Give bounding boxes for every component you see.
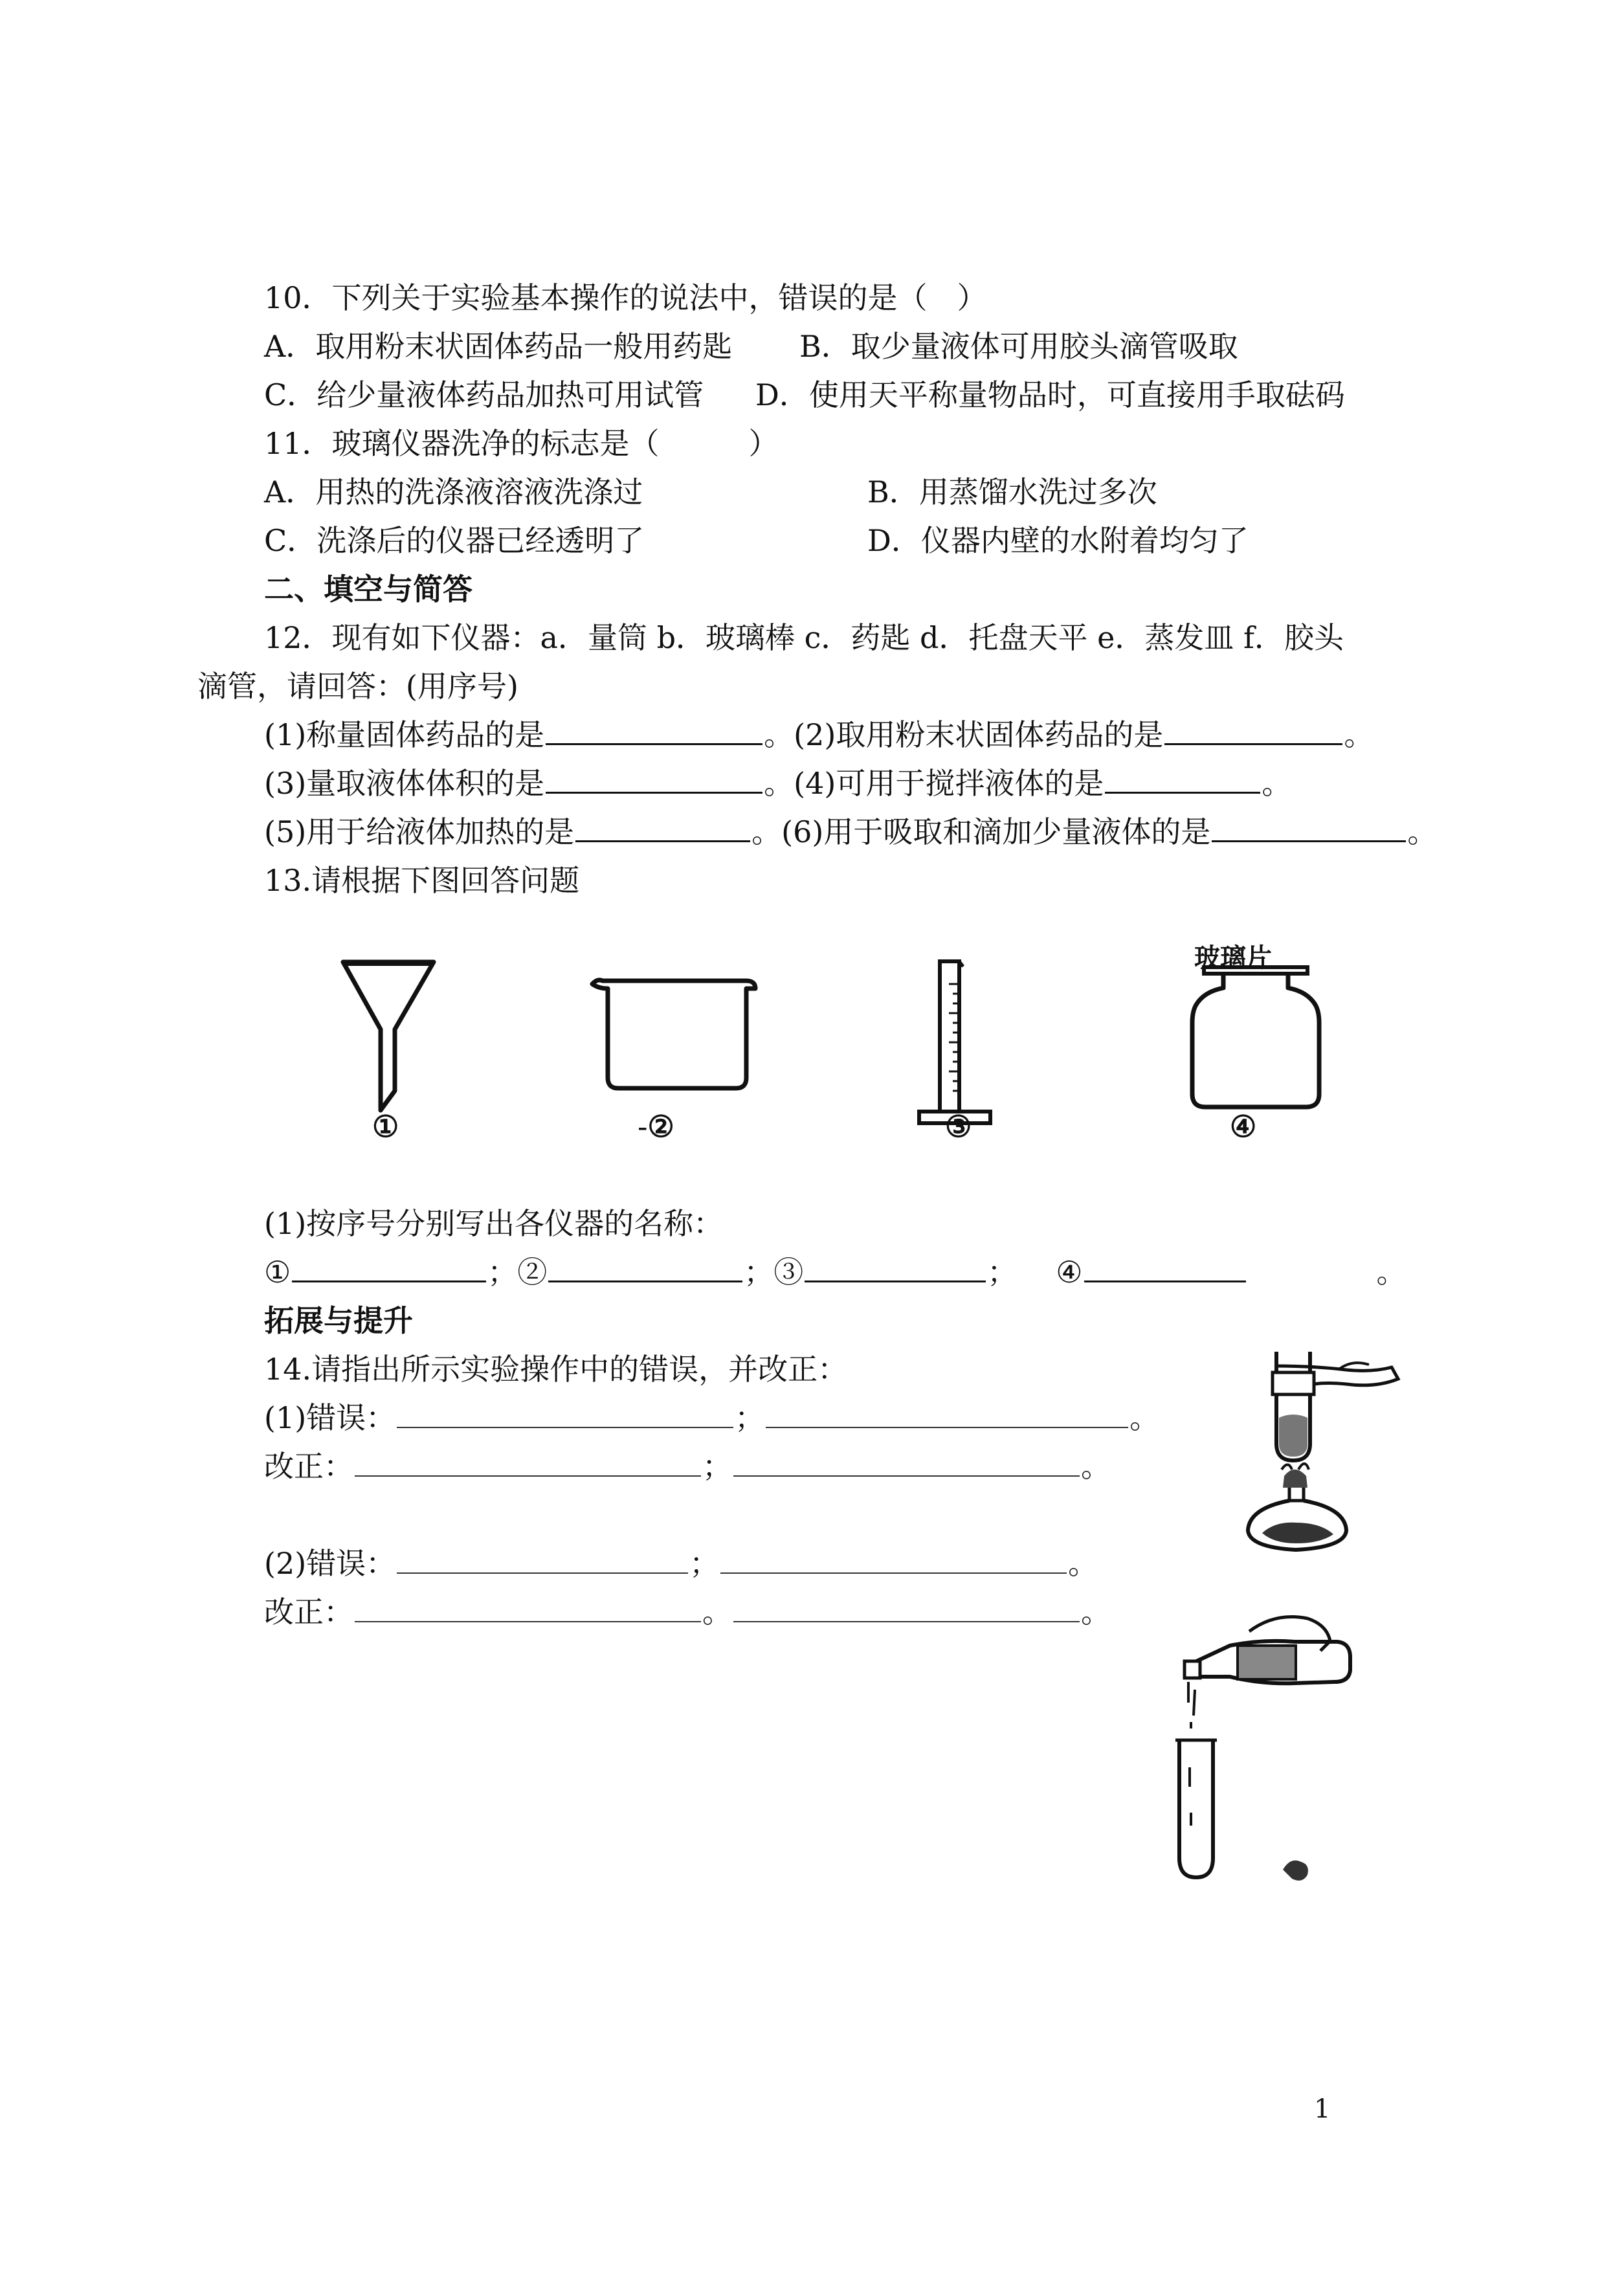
q12-part2-label: 。(2)取用粉末状固体药品的是: [764, 717, 1164, 752]
q14-fix-row-2: [264, 1593, 1111, 1631]
figure-number-3: ③: [945, 1109, 972, 1144]
q10-option-a: A．取用粉末状固体药品一般用药匙: [264, 329, 733, 364]
q13-answer-blank-2[interactable]: [548, 1255, 742, 1282]
q12-answer-blank-2[interactable]: [1164, 717, 1342, 745]
q14-error-row-2: [264, 1544, 1098, 1583]
q10-stem: 10．下列关于实验基本操作的说法中，错误的是（ ）: [264, 280, 987, 315]
q12-answer-blank-4[interactable]: [1105, 766, 1260, 794]
q12-row-3: [264, 812, 1437, 851]
section-heading-fill-blank: 二、填空与简答: [264, 572, 473, 607]
q14-fix1-blank-b[interactable]: [733, 1449, 1080, 1477]
figure-number-4: ④: [1230, 1109, 1257, 1144]
q14-error-row-1: [264, 1398, 1159, 1437]
q12-answer-blank-1[interactable]: [546, 717, 762, 745]
q14-period: 。: [1129, 1400, 1160, 1435]
q14-fix2-blank-b[interactable]: [733, 1595, 1080, 1622]
q12-period: 。: [1344, 717, 1374, 752]
q14-semicolon: ；: [735, 1400, 765, 1435]
q14-error1-label: (1)错误：: [264, 1400, 396, 1435]
q11-stem: 11．玻璃仪器洗净的标志是（ ）: [264, 426, 779, 461]
q12-part5-label: (5)用于给液体加热的是: [264, 814, 575, 849]
q14-fix2-label: 改正：: [264, 1594, 353, 1629]
q12-stem-line2: 滴管，请回答：(用序号): [197, 669, 518, 704]
q13-period: 。: [1376, 1255, 1407, 1290]
q12-period: 。: [1262, 766, 1292, 801]
q12-part6-label: 。(6)用于吸取和滴加少量液体的是: [751, 814, 1211, 849]
heating-test-tube-figure: [1236, 1347, 1418, 1567]
q11-option-c: C．洗涤后的仪器已经透明了: [264, 523, 645, 558]
figure-number-2-label: ②: [647, 1109, 674, 1144]
q14-error1-blank-a[interactable]: [397, 1401, 733, 1428]
q12-part1-label: (1)称量固体药品的是: [264, 717, 545, 752]
q11-option-b: B．用蒸馏水洗过多次: [867, 475, 1157, 509]
q14-error1-blank-b[interactable]: [766, 1401, 1128, 1428]
q11-option-d: D．仪器内壁的水附着均匀了: [867, 523, 1249, 558]
q12-row-2: [264, 764, 1291, 803]
answer-number-1: ①: [264, 1255, 291, 1290]
q12-part4-label: 。(4)可用于搅拌液体的是: [764, 766, 1104, 801]
figure-number-1: ①: [372, 1109, 399, 1144]
q12-answer-blank-3[interactable]: [546, 766, 762, 794]
q14-period: 。: [702, 1594, 732, 1629]
q13-sub1: (1)按序号分别写出各仪器的名称：: [264, 1206, 724, 1241]
q14-fix2-blank-a[interactable]: [355, 1595, 701, 1622]
gas-bottle-figure: [1178, 965, 1333, 1120]
section-heading-extension: 拓展与提升: [264, 1303, 413, 1338]
glass-plate-label: 玻璃片: [1194, 943, 1272, 973]
q13-answer-row: [264, 1253, 1407, 1292]
q13-semicolon: ；: [744, 1255, 774, 1290]
q14-semicolon: ；: [702, 1449, 732, 1484]
q13-answer-blank-1[interactable]: [292, 1255, 486, 1282]
q14-error2-blank-a[interactable]: [397, 1547, 688, 1574]
figure-number-2: -②: [638, 1109, 674, 1144]
q14-error2-label: (2)错误：: [264, 1546, 396, 1581]
q13-stem: 13.请根据下图回答问题: [264, 863, 580, 898]
q13-semicolon: ；: [987, 1255, 1018, 1290]
q12-stem-line1: 12．现有如下仪器：a．量筒 b．玻璃棒 c．药匙 d．托盘天平 e．蒸发皿 f．胶头: [264, 620, 1344, 655]
q12-answer-blank-6[interactable]: [1212, 814, 1406, 842]
q14-period: 。: [1081, 1594, 1111, 1629]
q13-answer-blank-3[interactable]: [805, 1255, 986, 1282]
q14-stem: 14.请指出所示实验操作中的错误，并改正：: [264, 1352, 848, 1387]
q14-period: 。: [1081, 1449, 1111, 1484]
q12-part3-label: (3)量取液体体积的是: [264, 766, 545, 801]
q10-option-c: C．给少量液体药品加热可用试管: [264, 377, 704, 412]
q10-option-d: D．使用天平称量物品时，可直接用手取砝码: [755, 377, 1345, 412]
answer-number-3: ③: [773, 1255, 804, 1290]
answer-number-4: ④: [1056, 1255, 1083, 1290]
q13-answer-blank-4[interactable]: [1084, 1255, 1246, 1282]
q14-error2-blank-b[interactable]: [720, 1547, 1067, 1574]
q14-fix1-label: 改正：: [264, 1449, 353, 1484]
q13-semicolon: ；: [487, 1255, 518, 1290]
q12-period: 。: [1407, 814, 1438, 849]
q11-option-a: A．用热的洗涤液溶液洗涤过: [264, 475, 643, 509]
q14-period: 。: [1068, 1546, 1098, 1581]
beaker-figure: [586, 974, 761, 1104]
q10-option-b: B．取少量液体可用胶头滴管吸取: [799, 329, 1238, 364]
q12-row-1: [264, 715, 1374, 754]
page-number: 1: [1314, 2094, 1331, 2124]
q14-semicolon: ；: [689, 1546, 720, 1581]
answer-number-2: ②: [517, 1255, 548, 1290]
pouring-liquid-figure: [1165, 1605, 1398, 1890]
q12-answer-blank-5[interactable]: [575, 814, 750, 842]
q14-fix-row-1: [264, 1447, 1111, 1486]
q14-fix1-blank-a[interactable]: [355, 1449, 701, 1477]
